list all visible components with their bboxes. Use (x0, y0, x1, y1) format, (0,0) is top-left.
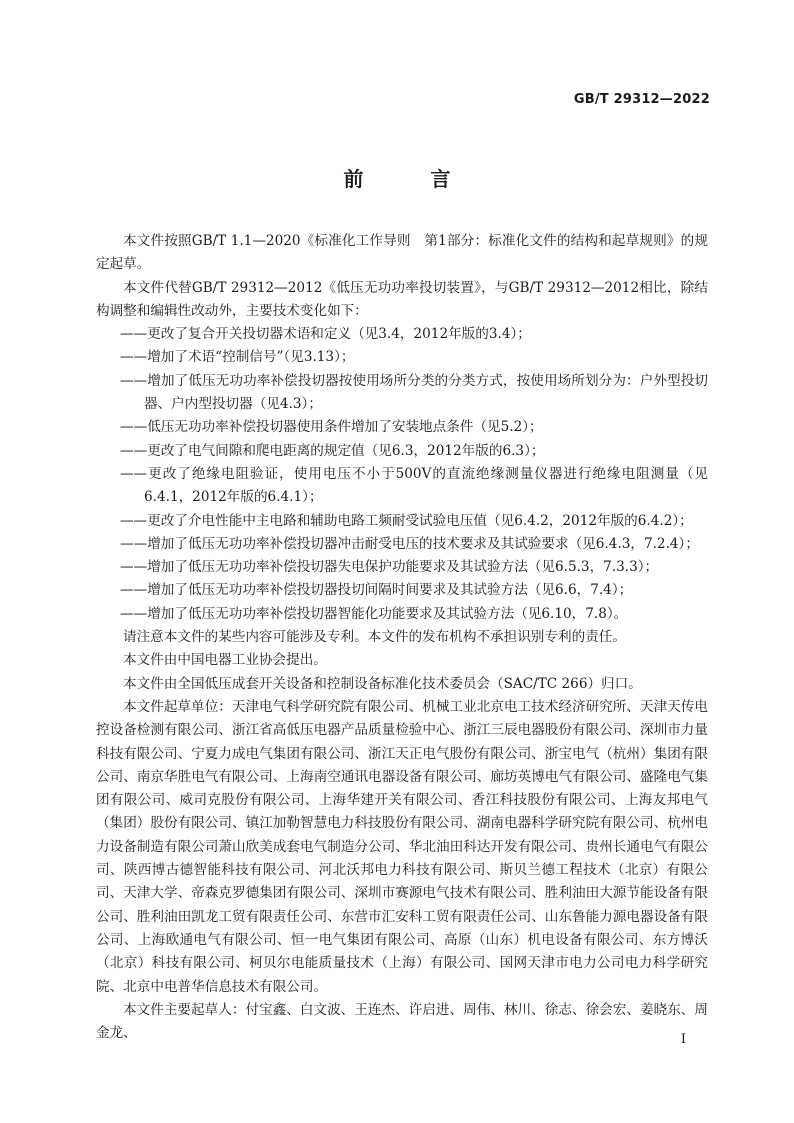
committee-statement: 本文件由全国低压成套开关设备和控制设备标准化技术委员会（SAC/TC 266）归口。 (123, 675, 642, 692)
change-item: ——更改了复合开关投切器术语和定义（见3.4，2012年版的3.4）； (120, 326, 531, 343)
change-item: ——增加了低压无功功率补偿投切器智能化功能要求及其试验方法（见6.10，7.8）。 (120, 605, 628, 622)
intro-paragraph: 本文件按照GB/T 1.1—2020《标准化工作导则 第1部分：标准化文件的结构和起草规则》的规定起草。 (96, 233, 708, 273)
standard-number: GB/T 29312—2022 (573, 92, 710, 107)
change-item: ——更改了绝缘电阻验证，使用电压不小于500V的直流绝缘测量仪器进行绝缘电阻测量（见6.4.1，2012年版的6.4.1）； (120, 465, 708, 506)
change-item: ——更改了介电性能中主电路和辅助电路工频耐受试验电压值（见6.4.2，2012年版的6.4.2）； (120, 512, 693, 529)
change-item: ——更改了电气间隙和爬电距离的规定值（见6.3，2012年版的6.3）； (120, 442, 545, 459)
change-item: ——增加了低压无功功率补偿投切器投切间隔时间要求及其试验方法（见6.6，7.4）； (120, 582, 633, 599)
page-title: 前 言 (343, 167, 481, 191)
change-item: ——低压无功功率补偿投切器使用条件增加了安装地点条件（见5.2）； (120, 419, 543, 436)
patent-notice: 请注意本文件的某些内容可能涉及专利。本文件的发布机构不承担识别专利的责任。 (123, 629, 626, 646)
proposer-statement: 本文件由中国电器工业协会提出。 (123, 652, 327, 669)
change-item: ——增加了低压无功功率补偿投切器冲击耐受电压的技术要求及其试验要求（见6.4.3，7.2.4）； (120, 535, 699, 552)
drafting-organizations: 本文件起草单位：天津电气科学研究院有限公司、机械工业北京电工技术经济研究所、天津天传电控设备检测有限公司、浙江省高低压电器产品质量检验中心、浙江三辰电器股份有限公司、深圳市力量科技有限公司、宁夏力成电气集团有限公司、浙江天正电气股份有限公司、浙宝电气（杭州）集团有限公司、南京华胜电气有限公司、上海南空通讯电器设备有限公司、廊坊英博电气有限公司、盛隆电气集团有限公司、威司克股份有限公司、上海华建开关有限公司、香江科技股份有限公司、上海友邦电气（集团）股份有限公司、镇江加勒智慧电力科技股份有限公司、湖南电器科学研究院有限公司、杭州电力设备制造有限公司萧山欣美成套电气制造分公司、华北油田科达开发有限公司、贵州长通电气有限公司、陕西博古德智能科技有限公司、河北沃邦电力科技有限公司、斯贝兰德工程技术（北京）有限公司、天津大学、帝森克罗德集团有限公司、深圳市赛源电气技术有限公司、胜利油田大源节能设备有限公司、胜利油田凯龙工贸有限责任公司、东营市汇安科工贸有限责任公司、山东鲁能力源电器设备有限公司、上海欧通电气有限公司、恒一电气集团有限公司、高原（山东）机电设备有限公司、东方博沃（北京）科技有限公司、柯贝尔电能质量技术（上海）有限公司、国网天津市电力公司电力科学研究院、北京中电普华信息技术有限公司。 (96, 698, 708, 995)
intro-paragraph: 本文件代替GB/T 29312—2012《低压无功功率投切装置》，与GB/T 29312—2012相比，除结构调整和编辑性改动外，主要技术变化如下： (96, 279, 708, 319)
document-body (96, 230, 708, 1045)
changes-list (96, 323, 708, 626)
change-item: ——增加了术语“控制信号”（见3.13）； (120, 349, 355, 366)
change-item: ——增加了低压无功功率补偿投切器按使用场所分类的分类方式，按使用场所划分为：户外型投切器、户内型投切器（见4.3）； (120, 372, 708, 413)
drafters: 本文件主要起草人：付宝鑫、白文波、王连杰、许启进、周伟、林川、徐志、徐会宏、姜晓东、周金龙、 (96, 1001, 708, 1042)
page-number: I (680, 1032, 686, 1047)
change-item: ——增加了低压无功功率补偿投切器失电保护功能要求及其试验方法（见6.5.3，7.3.3）； (120, 559, 659, 576)
